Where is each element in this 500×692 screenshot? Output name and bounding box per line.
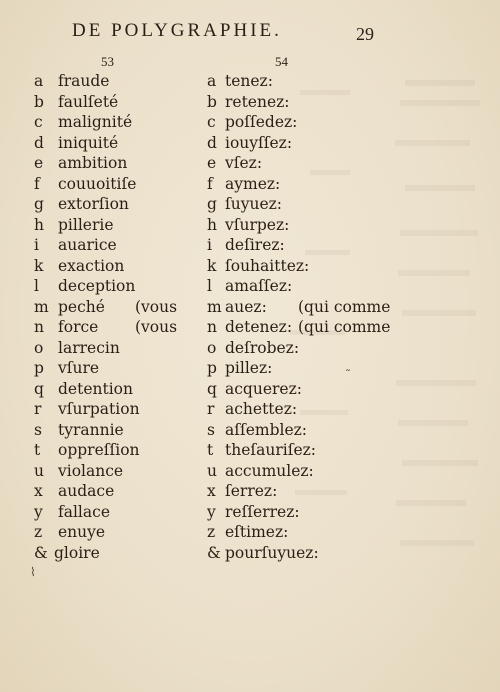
cipher-word: aymez:	[225, 174, 281, 193]
cipher-word: iniquité	[58, 133, 119, 152]
list-item	[34, 297, 204, 318]
left-cipher-column	[34, 71, 204, 563]
key-letter: u	[207, 461, 217, 480]
continuation-text: (vous	[135, 297, 178, 316]
cipher-word: ſuyuez:	[225, 195, 283, 213]
key-letter: m	[207, 297, 222, 316]
list-item	[34, 461, 204, 482]
cipher-word: violance	[58, 461, 124, 480]
cipher-word: eſtimez:	[225, 523, 289, 541]
key-letter: r	[207, 400, 215, 418]
cipher-word: achettez:	[225, 400, 298, 418]
key-letter: e	[34, 154, 44, 172]
cipher-word: ſerrez:	[225, 482, 278, 500]
cipher-word: vſurpation	[58, 400, 140, 418]
key-letter: n	[34, 318, 44, 336]
cipher-word: deſirez:	[225, 236, 285, 254]
key-letter: q	[207, 379, 217, 398]
cipher-word: pourſuyuez:	[225, 543, 319, 562]
cipher-word: deception	[58, 277, 136, 295]
key-letter: h	[207, 215, 217, 234]
list-item	[34, 317, 204, 338]
list-item	[207, 215, 397, 236]
continuation-text: (vous	[135, 318, 178, 336]
list-item	[207, 194, 397, 215]
list-item	[34, 215, 204, 236]
key-letter: o	[207, 338, 217, 357]
left-column-number: 53	[101, 54, 114, 69]
key-letter: z	[207, 523, 216, 541]
cipher-word: couuoitiſe	[58, 174, 137, 193]
key-letter: d	[207, 133, 217, 152]
key-letter: d	[34, 133, 44, 152]
cipher-word: exaction	[58, 256, 125, 275]
key-letter: &	[34, 543, 48, 562]
key-letter: s	[207, 420, 215, 439]
key-letter: s	[34, 420, 42, 439]
list-item	[207, 420, 397, 441]
key-letter: y	[34, 502, 43, 521]
list-item	[34, 112, 204, 133]
key-letter: g	[34, 195, 44, 213]
list-item	[34, 399, 204, 420]
cipher-word: theſauriſez:	[225, 441, 317, 459]
key-letter: t	[207, 441, 214, 459]
cipher-word: fallace	[58, 502, 110, 521]
cipher-word: fraude	[58, 72, 110, 90]
cipher-word: reſſerrez:	[225, 502, 300, 521]
key-letter: i	[34, 236, 39, 254]
list-item	[34, 174, 204, 195]
key-letter: q	[34, 379, 44, 398]
key-letter: k	[34, 256, 44, 275]
key-letter: &	[207, 543, 221, 562]
key-letter: n	[207, 318, 217, 336]
list-item	[207, 481, 397, 502]
cipher-word: auarice	[58, 236, 117, 254]
cipher-word: gloire	[54, 543, 100, 562]
list-item	[34, 543, 204, 564]
key-letter: g	[207, 195, 217, 213]
key-letter: l	[34, 277, 39, 295]
list-item	[34, 235, 204, 256]
cipher-word: peché	[58, 297, 105, 316]
list-item	[207, 112, 397, 133]
cipher-word: deſrobez:	[225, 338, 300, 357]
list-item	[207, 502, 397, 523]
margin-ink-mark: ⌇	[30, 565, 36, 579]
key-letter: p	[34, 359, 44, 377]
key-letter: a	[34, 72, 44, 90]
list-item	[34, 502, 204, 523]
list-item	[207, 399, 397, 420]
list-item	[34, 440, 204, 461]
key-letter: h	[34, 215, 44, 234]
key-letter: x	[34, 482, 43, 500]
list-item	[207, 440, 397, 461]
list-item	[207, 338, 397, 359]
running-title: DE POLYGRAPHIE.	[72, 20, 282, 41]
cipher-word: faulſeté	[58, 92, 119, 111]
list-item	[34, 358, 204, 379]
key-letter: m	[34, 297, 49, 316]
cipher-word: force	[58, 318, 99, 336]
list-item	[207, 461, 397, 482]
key-letter: r	[34, 400, 42, 418]
cipher-word: vſure	[58, 359, 100, 377]
cipher-word: tenez:	[225, 72, 273, 90]
list-item	[34, 153, 204, 174]
list-item	[34, 420, 204, 441]
cipher-word: amaſſez:	[225, 277, 293, 295]
list-item	[207, 92, 397, 113]
key-letter: x	[207, 482, 216, 500]
cipher-word: vſurpez:	[225, 215, 290, 234]
cipher-word: detention	[58, 379, 133, 398]
key-letter: b	[34, 92, 44, 111]
list-item	[34, 133, 204, 154]
key-letter: i	[207, 236, 212, 254]
cipher-word: extorſion	[58, 195, 129, 213]
cipher-word: tyrannie	[58, 420, 124, 439]
key-letter: u	[34, 461, 44, 480]
page-number: 29	[356, 24, 374, 44]
list-item	[34, 338, 204, 359]
list-item	[207, 133, 397, 154]
cipher-word: pillez:	[225, 359, 273, 377]
list-item	[34, 276, 204, 297]
key-letter: c	[34, 113, 43, 131]
cipher-word: malignité	[58, 113, 133, 131]
cipher-word: acquerez:	[225, 379, 302, 398]
cipher-word: larrecin	[58, 338, 120, 357]
key-letter: e	[207, 154, 217, 172]
key-letter: p	[207, 359, 217, 377]
right-cipher-column	[207, 71, 397, 563]
list-item	[207, 256, 397, 277]
list-item	[207, 71, 397, 92]
list-item	[34, 522, 204, 543]
key-letter: l	[207, 277, 212, 295]
cipher-word: enuye	[58, 523, 106, 541]
list-item	[207, 174, 397, 195]
list-item	[34, 71, 204, 92]
cipher-word: accumulez:	[225, 461, 314, 480]
cipher-word: ambition	[58, 154, 128, 172]
list-item	[34, 379, 204, 400]
cipher-word: iouyſſez:	[225, 133, 293, 152]
cipher-word: retenez:	[225, 92, 290, 111]
list-item	[207, 543, 397, 564]
cipher-word: vſez:	[225, 154, 263, 172]
cipher-word: pillerie	[58, 215, 114, 234]
stray-ink-mark: ˜	[345, 368, 351, 382]
list-item	[207, 358, 397, 379]
list-item	[34, 92, 204, 113]
list-item	[207, 235, 397, 256]
key-letter: c	[207, 113, 216, 131]
cipher-word: detenez:	[225, 318, 293, 336]
key-letter: f	[207, 174, 213, 193]
key-letter: k	[207, 256, 217, 275]
cipher-word: audace	[58, 482, 115, 500]
list-item	[207, 522, 397, 543]
key-letter: o	[34, 338, 44, 357]
key-letter: f	[34, 174, 40, 193]
key-letter: z	[34, 523, 43, 541]
cipher-word: auez:	[225, 297, 267, 316]
key-letter: b	[207, 92, 217, 111]
list-item	[207, 317, 397, 338]
key-letter: a	[207, 72, 217, 90]
continuation-text: (qui comme	[298, 318, 391, 336]
cipher-word: poſſedez:	[225, 113, 298, 131]
list-item	[34, 194, 204, 215]
list-item	[34, 481, 204, 502]
list-item	[207, 153, 397, 174]
continuation-text: (qui comme	[298, 297, 391, 316]
right-column-number: 54	[275, 54, 288, 69]
cipher-word: oppreſſion	[58, 441, 140, 459]
page-header	[0, 18, 500, 48]
list-item	[34, 256, 204, 277]
cipher-word: ſouhaittez:	[225, 256, 310, 275]
cipher-word: aſſemblez:	[225, 420, 308, 439]
key-letter: y	[207, 502, 216, 521]
list-item	[207, 276, 397, 297]
key-letter: t	[34, 441, 41, 459]
list-item	[207, 297, 397, 318]
list-item	[207, 379, 397, 400]
